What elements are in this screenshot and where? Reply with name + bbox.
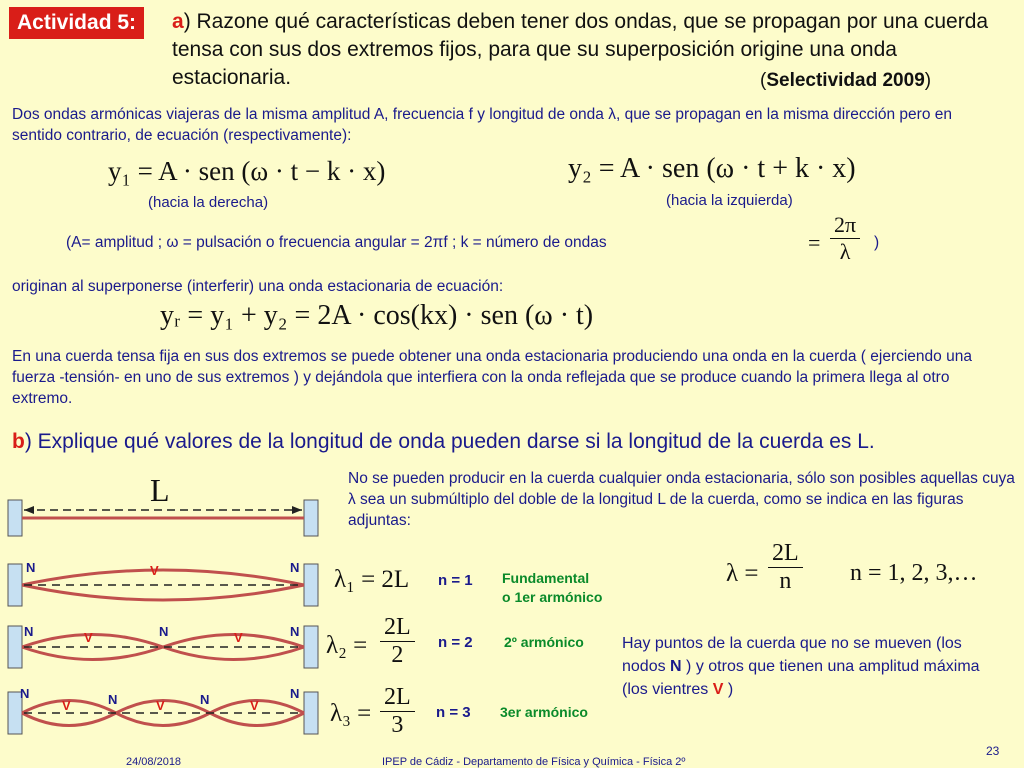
node-n: N	[159, 624, 169, 639]
clamp-left-1	[8, 564, 22, 606]
nodes-note	[622, 632, 982, 701]
wave-upper-1	[22, 570, 304, 585]
question-b	[12, 428, 1012, 456]
footer-page: 23	[986, 744, 1000, 758]
general-den: n	[779, 568, 792, 594]
lambda-3-fraction	[380, 684, 415, 739]
harmonic-3-name: 3er armónico	[500, 704, 588, 720]
equation-resultant: yᵣ = y₁ + y₂ = 2A · cos(kx) · sen (ω · t)	[160, 300, 594, 331]
part-b-text: ) Explique qué valores de la longitud de onda pueden darse si la longitud de la cuerda es L.	[24, 430, 875, 453]
part-a-letter: a	[172, 10, 184, 33]
harmonic-2-n: n = 2	[438, 634, 473, 651]
node-n: N	[108, 692, 118, 707]
node-v: V	[84, 630, 93, 645]
harmonic-3-diagram	[8, 688, 320, 738]
source-label: Selectividad 2009	[766, 70, 925, 91]
node-n: N	[290, 686, 300, 701]
node-v: V	[62, 698, 71, 713]
length-label: L	[150, 472, 170, 508]
superpose-text: originan al superponerse (interferir) una onda estacionaria de ecuación:	[12, 278, 504, 295]
node-v: V	[150, 563, 159, 578]
activity-badge: Actividad 5:	[9, 7, 144, 39]
equation-y1-note: (hacia la derecha)	[148, 194, 269, 211]
clamp-left-2	[8, 626, 22, 668]
general-lambda-lhs: λ =	[726, 560, 759, 587]
part-a-text: ) Razone qué características deben tener dos ondas, que se propagan por una cuerda tensa con sus dos extremos fijos, para que su superposición origine una onda estacionaria.	[172, 10, 989, 89]
footer-date: 24/08/2018	[126, 756, 182, 768]
equation-y2: y₂ = A · sen (ω · t + k · x)	[568, 153, 856, 184]
node-n: N	[24, 624, 34, 639]
node-n: N	[290, 624, 300, 639]
harmonic-3-n: n = 3	[436, 704, 471, 721]
node-v: V	[156, 698, 165, 713]
node-n: N	[20, 686, 30, 701]
node-n: N	[26, 560, 36, 575]
antinodes-letter: V	[712, 681, 724, 698]
node-n: N	[200, 692, 210, 707]
clamp-right-3	[304, 692, 318, 734]
nodes-letter: N	[670, 658, 682, 675]
n-values: n = 1, 2, 3,…	[850, 560, 978, 586]
node-n: N	[290, 560, 300, 575]
lambda-2-den: 2	[391, 642, 404, 668]
source-note: (Selectividad 2009)	[760, 70, 932, 91]
node-v: V	[234, 630, 243, 645]
string-length-diagram	[8, 498, 320, 538]
part-b-letter: b	[12, 430, 25, 453]
footer-institution: IPEP de Cádiz - Departamento de Física y Química - Física 2º	[382, 756, 686, 768]
lambda-1-formula: λ₁ = 2L	[334, 566, 410, 593]
k-fraction	[830, 212, 860, 265]
k-numerator: 2π	[830, 212, 860, 239]
equation-y1: y₁ = A · sen (ω · t − k · x)	[108, 156, 386, 186]
harmonic-1-name-line1: Fundamental	[502, 570, 590, 586]
definitions-close: )	[874, 234, 880, 251]
part-b-answer: No se pueden producir en la cuerda cualquier onda estacionaria, sólo son posibles aquellas cuya λ sea un submúltiplo del doble de la longitud L de la cuerda, como se indica en las figuras adjuntas:	[348, 470, 1015, 529]
lambda-3-lhs: λ₃ =	[330, 700, 372, 727]
nodes-note-post: )	[723, 681, 734, 698]
general-num: 2L	[768, 540, 803, 568]
left-clamp	[8, 500, 22, 536]
nodes-note-mid: ) y otros que tienen una amplitud máxima (los vientres	[622, 658, 980, 698]
length-arrow-left-head	[24, 506, 34, 514]
clamp-right-2	[304, 626, 318, 668]
general-fraction	[768, 540, 803, 595]
clamp-right-1	[304, 564, 318, 606]
harmonic-1-diagram	[8, 560, 320, 610]
right-clamp	[304, 500, 318, 536]
lambda-3-num: 2L	[380, 684, 415, 712]
wave-lower-1	[22, 585, 304, 600]
lambda-2-fraction	[380, 614, 415, 669]
equation-y2-note: (hacia la izquierda)	[666, 192, 793, 209]
lambda-3-den: 3	[391, 712, 404, 738]
definitions-line: (A= amplitud ; ω = pulsación o frecuencia angular = 2πf ; k = número de ondas	[66, 234, 607, 251]
nodes-note-pre: Hay puntos de la cuerda que no se mueven (los nodos	[622, 635, 962, 675]
harmonic-1-n: n = 1	[438, 572, 473, 589]
intro-paragraph: Dos ondas armónicas viajeras de la misma amplitud A, frecuencia f y longitud de onda λ, que se propagan en la misma dirección pero en sentido contrario, de ecuación (respectivamente):	[12, 106, 952, 144]
harmonic-1-name-line2: o 1er armónico	[502, 589, 603, 605]
harmonic-2-name: 2º armónico	[504, 634, 584, 650]
length-arrow-right-head	[292, 506, 302, 514]
node-v: V	[250, 698, 259, 713]
lambda-2-lhs: λ₂ =	[326, 632, 368, 659]
lambda-2-num: 2L	[380, 614, 415, 642]
k-denominator: λ	[839, 239, 851, 264]
k-equals: =	[808, 230, 821, 255]
cuerda-paragraph: En una cuerda tensa fija en sus dos extremos se puede obtener una onda estacionaria produciendo una onda en la cuerda ( ejerciendo una fuerza -tensión- en uno de sus extremos ) y dejándola que interfiera con la onda reflejada que se produce cuando la primera llega al otro extremo.	[12, 348, 972, 407]
